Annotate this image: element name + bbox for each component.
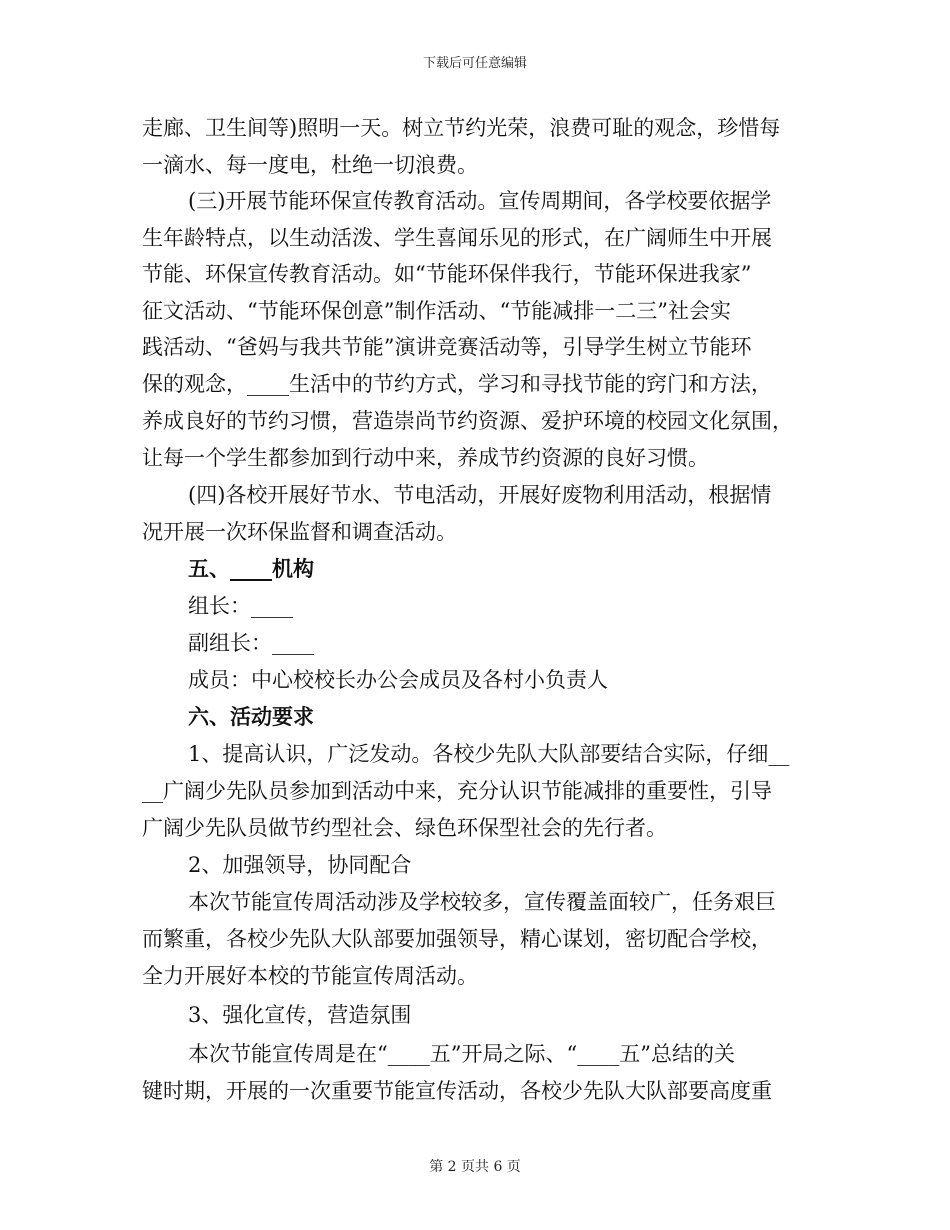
body-line: 生年龄特点，以生动活泼、学生喜闻乐见的形式，在广阔师生中开展 (142, 226, 772, 250)
body-line: 成员：中心校校长办公会成员及各村小负责人 (188, 668, 608, 692)
body-line: 副组长：____ (188, 631, 314, 655)
body-line: 况开展一次环保监督和调查活动。 (142, 520, 457, 544)
body-line: 让每一个学生都参加到行动中来，养成节约资源的良好习惯。 (142, 446, 709, 470)
body-line: 全力开展好本校的节能宣传周活动。 (142, 964, 478, 988)
body-line: 而繁重，各校少先队大队部要加强领导，精心谋划，密切配合学校， (142, 927, 772, 951)
body-line: 组长：____ (188, 594, 293, 618)
section-heading: 五、____机构 (188, 556, 314, 581)
body-line: 1、提高认识，广泛发动。各校少先队大队部要结合实际，仔细__ (188, 742, 790, 766)
body-line: 本次节能宣传周活动涉及学校较多，宣传覆盖面较广，任务艰巨 (188, 890, 776, 914)
body-line: 一滴水、每一度电，杜绝一切浪费。 (142, 153, 478, 177)
body-line: 本次节能宣传周是在“____五”开局之际、“____五”总结的关 (188, 1042, 735, 1066)
subsection-heading: 2、加强领导，协同配合 (188, 853, 412, 877)
body-line: __广阔少先队员参加到活动中来，充分认识节能减排的重要性，引导 (142, 779, 772, 803)
body-line: 保的观念，____生活中的节约方式，学习和寻找节能的窍门和方法， (142, 372, 772, 396)
page-footer: 第 2 页共 6 页 (429, 1159, 521, 1175)
body-line: 走廊、卫生间等)照明一天。树立节约光荣，浪费可耻的观念，珍惜每 (142, 116, 781, 140)
body-line: 节能、环保宣传教育活动。如“节能环保伴我行，节能环保进我家” (142, 262, 752, 286)
body-line: 践活动、“爸妈与我共节能”演讲竞赛活动等，引导学生树立节能环 (142, 335, 752, 359)
body-line: 广阔少先队员做节约型社会、绿色环保型社会的先行者。 (142, 816, 667, 840)
body-line: 征文活动、“节能环保创意”制作活动、“节能减排一二三”社会实 (142, 299, 731, 323)
body-line: 键时期，开展的一次重要节能宣传活动，各校少先队大队部要高度重 (142, 1079, 772, 1103)
body-line: (四)各校开展好节水、节电活动，开展好废物利用活动，根据情 (188, 483, 772, 507)
body-line: (三)开展节能环保宣传教育活动。宣传周期间，各学校要依据学 (188, 189, 772, 213)
page-header: 下载后可任意编辑 (422, 56, 527, 71)
section-heading: 六、活动要求 (188, 704, 314, 729)
body-line: 养成良好的节约习惯，营造崇尚节约资源、爱护环境的校园文化氛围， (142, 409, 793, 433)
subsection-heading: 3、强化宣传，营造氛围 (188, 1003, 412, 1027)
